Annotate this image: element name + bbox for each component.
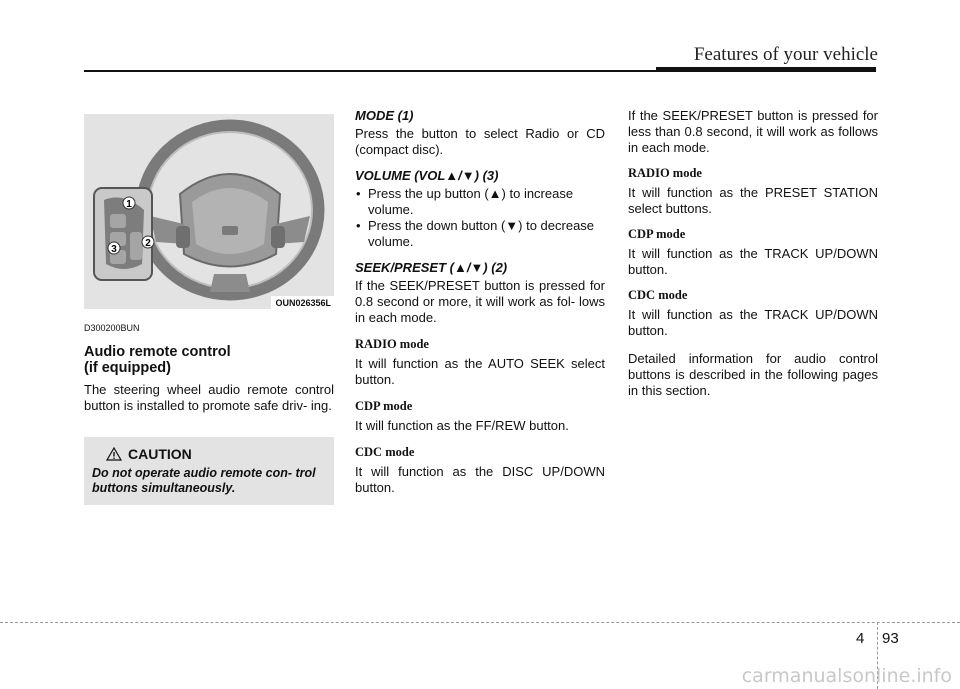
short-press-intro: If the SEEK/PRESET button is pressed for less than 0.8 second, it will work as follows in each mode.	[628, 108, 878, 155]
right-cdc-text: It will function as the TRACK UP/DOWN button.	[628, 307, 878, 338]
page-number: 93	[882, 630, 899, 647]
right-cdp-text: It will function as the TRACK UP/DOWN button.	[628, 246, 878, 277]
right-radio-heading: RADIO mode	[628, 166, 702, 180]
mode-text: Press the button to select Radio or CD (compact disc).	[355, 126, 605, 157]
steering-wheel-figure	[84, 114, 334, 309]
volume-item-down: • Press the down button (▼) to decrease volume.	[355, 218, 605, 250]
header-rule-accent	[656, 67, 876, 72]
caution-title: CAUTION	[128, 446, 192, 462]
right-cdp-heading: CDP mode	[628, 227, 686, 241]
chapter-number: 4	[856, 630, 865, 647]
callout-3: 3	[111, 244, 117, 255]
right-column	[628, 108, 878, 399]
footer-dashed-rule	[0, 622, 960, 623]
cdp-mode-text: It will function as the FF/REW button.	[355, 418, 569, 433]
section-title-line2: (if equipped)	[84, 360, 171, 376]
middle-column	[355, 108, 605, 496]
seek-text: If the SEEK/PRESET button is pressed for 0.8 second or more, it will work as fol- lows in each mode.	[355, 278, 605, 325]
caution-text: Do not operate audio remote con- trol buttons simultaneously.	[92, 466, 316, 495]
section-body: The steering wheel audio remote control button is installed to promote safe driv- ing.	[84, 382, 334, 413]
watermark: carmanualsonline.info	[741, 665, 952, 687]
figure-code: OUN026356L	[271, 296, 334, 309]
warning-triangle-icon	[106, 447, 122, 461]
volume-item-up: • Press the up button (▲) to increase volume.	[355, 186, 605, 218]
right-radio-text: It will function as the PRESET STATION select buttons.	[628, 185, 878, 216]
radio-mode-heading: RADIO mode	[355, 337, 429, 351]
closing-text: Detailed information for audio control buttons is described in the following pages in this section.	[628, 351, 878, 398]
left-column	[84, 108, 334, 505]
section-title-line1: Audio remote control	[84, 344, 231, 360]
cdp-mode-heading: CDP mode	[355, 399, 413, 413]
steering-wheel-illustration	[84, 114, 334, 309]
radio-mode-text: It will function as the AUTO SEEK select button.	[355, 356, 605, 387]
volume-heading: VOLUME (VOL▲/▼) (3)	[355, 168, 499, 183]
running-header-title: Features of your vehicle	[693, 44, 878, 65]
cdc-mode-text: It will function as the DISC UP/DOWN button.	[355, 464, 605, 495]
seek-heading: SEEK/PRESET (▲/▼) (2)	[355, 260, 508, 275]
volume-list	[355, 186, 605, 250]
caution-box	[84, 437, 334, 505]
cdc-mode-heading: CDC mode	[355, 445, 415, 459]
callout-2: 2	[145, 238, 151, 249]
section-code: D300200BUN	[84, 323, 140, 333]
callout-1: 1	[126, 199, 132, 210]
right-cdc-heading: CDC mode	[628, 288, 688, 302]
caution-header	[92, 446, 326, 462]
mode-heading: MODE (1)	[355, 108, 414, 123]
section-title	[84, 344, 334, 376]
